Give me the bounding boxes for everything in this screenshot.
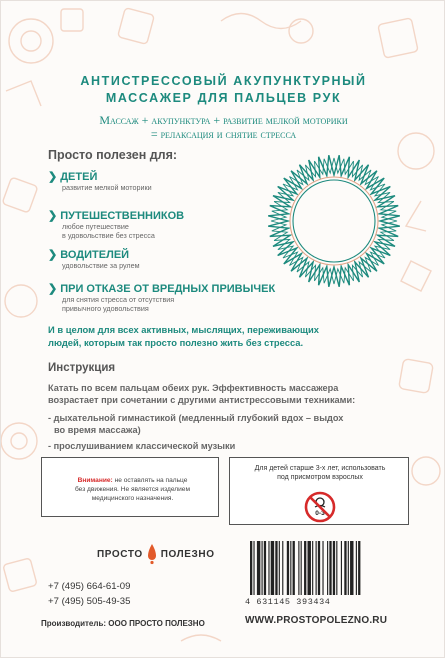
instruction-paragraph bbox=[48, 382, 413, 406]
title-line-1: АНТИСТРЕССОВЫЙ АКУПУНКТУРНЫЙ bbox=[80, 74, 367, 88]
audience-desc: любое путешествие bbox=[62, 222, 129, 231]
exclamation-drop-icon bbox=[146, 543, 158, 565]
title-line-2: МАССАЖЕР ДЛЯ ПАЛЬЦЕВ РУК bbox=[105, 91, 342, 105]
instruction-bullet-breathing bbox=[48, 412, 413, 436]
audience-desc: для снятия стресса от отсутствия bbox=[62, 295, 175, 304]
audience-desc: удовольствие за рулем bbox=[62, 261, 140, 270]
chevron-right-icon: ❯ bbox=[48, 283, 58, 295]
warning-box bbox=[41, 457, 219, 517]
audience-title: ВОДИТЕЛЕЙ bbox=[60, 248, 130, 261]
age-notice-text bbox=[234, 464, 406, 482]
brand-logo bbox=[97, 543, 215, 565]
warning-text-3: медицинского назначения. bbox=[91, 495, 174, 502]
summary-line-2: людей, которым так просто полезно жить без стресса. bbox=[48, 337, 304, 348]
manufacturer-text: Производитель: ООО ПРОСТО ПОЛЕЗНО bbox=[41, 619, 205, 628]
age-notice-line-1: Для детей старше 3-х лет, использовать bbox=[254, 465, 386, 472]
age-notice-line-2: под присмотром взрослых bbox=[277, 474, 363, 481]
phone-number-2: +7 (495) 505-49-35 bbox=[48, 596, 131, 607]
warning-text bbox=[50, 476, 215, 503]
audience-title: ПУТЕШЕСТВЕННИКОВ bbox=[60, 209, 185, 222]
subtitle-line-2: = релаксация и снятие стресса bbox=[150, 127, 297, 141]
warning-text-1: не оставлять на пальце bbox=[112, 477, 188, 484]
audience-item-habits bbox=[48, 282, 288, 313]
subtitle-line-1: Массаж + акупунктура + развитие мелкой моторики bbox=[99, 113, 348, 127]
warning-label: Внимание: bbox=[77, 477, 113, 484]
brand-left: ПРОСТО bbox=[97, 548, 143, 560]
not-for-toddlers-icon bbox=[301, 491, 339, 523]
chevron-right-icon: ❯ bbox=[48, 171, 58, 183]
phone-number-1: +7 (495) 664-61-09 bbox=[48, 581, 131, 592]
barcode-image bbox=[246, 541, 406, 597]
audience-item-drivers bbox=[48, 248, 263, 270]
audience-title: ДЕТЕЙ bbox=[60, 170, 98, 183]
instruction-heading: Инструкция bbox=[48, 362, 116, 374]
audience-desc: развитие мелкой моторики bbox=[62, 183, 152, 192]
audience-item-kids bbox=[48, 170, 263, 192]
summary-text bbox=[48, 323, 408, 349]
product-title bbox=[41, 73, 406, 107]
audience-desc: в удовольствие без стресса bbox=[62, 231, 155, 240]
brand-right: ПОЛЕЗНО bbox=[160, 548, 215, 560]
instruction-line-2: возрастает при сочетании с другими антистрессовыми техниками: bbox=[48, 395, 356, 405]
audience-item-travelers bbox=[48, 209, 263, 240]
summary-line-1: И в целом для всех активных, мыслящих, переживающих bbox=[48, 324, 319, 335]
useful-heading: Просто полезен для: bbox=[48, 148, 178, 162]
instruction-bullet-music: - прослушиванием классической музыки bbox=[48, 441, 236, 451]
chevron-right-icon: ❯ bbox=[48, 210, 58, 222]
audience-title: ПРИ ОТКАЗЕ ОТ ВРЕДНЫХ ПРИВЫЧЕК bbox=[60, 282, 276, 295]
age-badge-text: 0-3 bbox=[315, 510, 325, 517]
chevron-right-icon: ❯ bbox=[48, 249, 58, 261]
massager-ring-illustration bbox=[254, 141, 414, 301]
barcode-number: 4 631145 393434 bbox=[245, 597, 331, 607]
bullet-line-1: - дыхательной гимнастикой (медленный глубокий вдох – выдох bbox=[48, 413, 344, 423]
audience-desc: привычного удовольствия bbox=[62, 304, 149, 313]
warning-text-2: без движения. Не является изделием bbox=[74, 486, 191, 493]
product-subtitle bbox=[41, 113, 406, 141]
website-link[interactable]: WWW.PROSTOPOLEZNO.RU bbox=[245, 615, 388, 626]
instruction-line-1: Катать по всем пальцам обеих рук. Эффективность массажера bbox=[48, 383, 339, 393]
bullet-line-2: во время массажа) bbox=[54, 425, 141, 435]
